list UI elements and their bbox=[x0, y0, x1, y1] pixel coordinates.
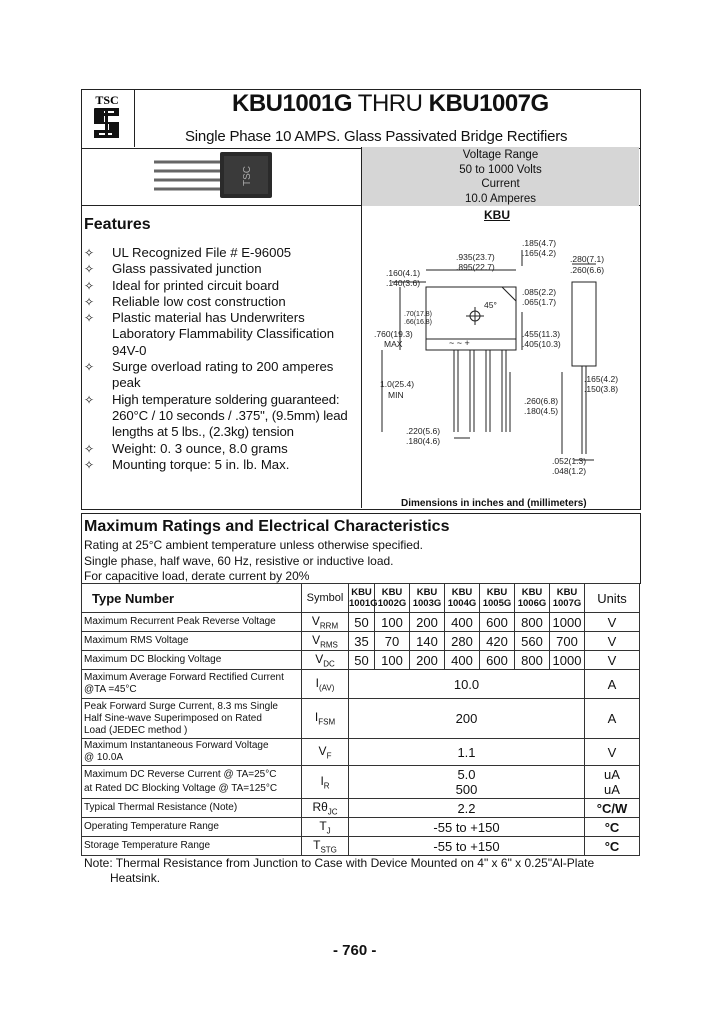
dim-label: .160(4.1) bbox=[386, 268, 421, 278]
feature-item: ✧ Surge overload rating to 200 amperes peak bbox=[84, 359, 334, 391]
dim-label: .048(1.2) bbox=[552, 466, 587, 476]
table-note-cont: Heatsink. bbox=[110, 871, 161, 885]
page-subtitle: Single Phase 10 AMPS. Glass Passivated Bridge Rectifiers bbox=[185, 128, 568, 145]
logo-divider bbox=[134, 89, 135, 147]
header-part: KBU 1005G bbox=[480, 584, 515, 613]
lead-marks: ~ ~ + bbox=[449, 338, 470, 348]
dim-label: .760(19.3) bbox=[374, 329, 413, 339]
dim-label: .065(1.7) bbox=[522, 297, 557, 307]
page-number: - 760 - bbox=[333, 942, 377, 959]
feature-item: ✧ Reliable low cost construction bbox=[84, 293, 286, 309]
table-row: Maximum RMS Voltage $V_{RMS}$ 35 70 140 280 420 560 700 V bbox=[82, 632, 640, 651]
voltage-range-box bbox=[362, 147, 639, 206]
title-thru: THRU bbox=[352, 90, 429, 117]
header-part: KBU 1006G bbox=[515, 584, 550, 613]
star-icon: ✧ bbox=[84, 246, 95, 260]
dim-label: .180(4.5) bbox=[524, 406, 559, 416]
feature-item: ✧ Ideal for printed circuit board bbox=[84, 277, 280, 293]
feature-item: ✧ Glass passivated junction bbox=[84, 261, 262, 277]
header-part: KBU 1007G bbox=[550, 584, 585, 613]
table-row: Maximum Recurrent Peak Reverse Voltage $V_{RRM}$ 50 100 200 400 600 800 1000 V bbox=[82, 613, 640, 632]
star-icon: ✧ bbox=[84, 457, 95, 472]
features-title: Features bbox=[84, 216, 151, 233]
header-symbol: Symbol bbox=[302, 584, 349, 613]
star-icon: ✧ bbox=[84, 360, 95, 375]
ratings-note-line: For capacitive load, derate current by 20% bbox=[84, 569, 310, 583]
ratings-table bbox=[81, 583, 640, 856]
header-part: KBU 1002G bbox=[375, 584, 410, 613]
dim-label: .455(11.3) bbox=[522, 329, 561, 339]
dim-label: .260(6.6) bbox=[570, 265, 605, 275]
dim-label: 45° bbox=[484, 300, 497, 310]
dim-label: .150(3.8) bbox=[584, 384, 619, 394]
star-icon: ✧ bbox=[84, 392, 94, 407]
feature-item: ✧ High temperature soldering guaranteed: 260°C / 10 seconds / .375", (9.5mm) lead lengths at 5 lbs., (2.3kg) tension bbox=[84, 391, 348, 440]
dim-label: .165(4.2) bbox=[584, 374, 619, 384]
star-icon: ✧ bbox=[84, 441, 95, 456]
current-value: 10.0 Amperes bbox=[465, 192, 536, 205]
feature-item: ✧ Weight: 0. 3 ounce, 8.0 grams bbox=[84, 440, 288, 456]
dim-label: .180(4.6) bbox=[406, 436, 441, 446]
dim-label: .70(17.8) bbox=[404, 311, 433, 318]
star-icon: ✧ bbox=[84, 294, 95, 309]
feature-item: ✧ Plastic material has Underwriters Laboratory Flammability Classification 94V-0 bbox=[84, 310, 335, 358]
package-photo bbox=[150, 152, 280, 198]
dim-label: .66(16.8) bbox=[404, 319, 433, 326]
table-row: Maximum DC Blocking Voltage $V_{DC}$ 50 100 200 400 600 800 1000 V bbox=[82, 651, 640, 670]
feature-item: ✧ UL Recognized File # E-96005 bbox=[84, 245, 292, 260]
logo-text: TSC bbox=[95, 93, 119, 107]
star-icon: ✧ bbox=[84, 262, 95, 277]
package-label: KBU bbox=[484, 208, 510, 222]
dim-label: .280(7.1) bbox=[570, 254, 605, 264]
dim-label: MAX bbox=[384, 339, 403, 349]
table-row: Maximum Average Forward Rectified Current @TA =45°C $I_{(AV)}$ 10.0 A bbox=[82, 670, 640, 699]
dimensions-note: Dimensions in inches and (millimeters) bbox=[401, 498, 587, 509]
table-row: Storage Temperature Range $T_{STG}$ -55 to +150 °C bbox=[82, 837, 640, 856]
star-icon: ✧ bbox=[84, 311, 95, 326]
table-row: Operating Temperature Range $T_J$ -55 to +150 °C bbox=[82, 818, 640, 837]
dim-label: .185(4.7) bbox=[522, 238, 557, 248]
page-title bbox=[232, 90, 549, 118]
title-part1: KBU1001G bbox=[232, 90, 353, 117]
tsc-logo bbox=[82, 92, 132, 144]
ratings-title: Maximum Ratings and Electrical Characteristics bbox=[84, 518, 450, 535]
dim-label: .140(3.6) bbox=[386, 278, 421, 288]
table-row: Typical Thermal Resistance (Note) $R\theta_{JC}$ 2.2 °C/W bbox=[82, 799, 640, 818]
current-label: Current bbox=[481, 178, 520, 190]
table-row: Maximum DC Reverse Current @ TA=25°C at Rated DC Blocking Voltage @ TA=125°C $I_R$ 5.0 500 uA uA bbox=[82, 766, 640, 799]
dim-label: .220(5.6) bbox=[406, 426, 441, 436]
header-type-number: Type Number bbox=[82, 584, 302, 613]
dim-label: .260(6.8) bbox=[524, 396, 559, 406]
dim-label: .052(1.3) bbox=[552, 456, 587, 466]
features-list bbox=[84, 245, 359, 473]
dim-label: .935(23.7) bbox=[456, 252, 495, 262]
dim-label: 1.0(25.4) bbox=[380, 379, 415, 389]
dim-label: MIN bbox=[388, 390, 404, 400]
table-row: Peak Forward Surge Current, 8.3 ms Single Half Sine-wave Superimposed on Rated Load (JEDEC method ) $I_{FSM}$ 200 A bbox=[82, 699, 640, 739]
table-note: Note: Thermal Resistance from Junction to Case with Device Mounted on 4" x 6" x 0.25"Al-Plate bbox=[84, 856, 595, 870]
dim-label: .165(4.2) bbox=[522, 248, 557, 258]
svg-text:TSC: TSC bbox=[242, 166, 253, 186]
table-row: Maximum Instantaneous Forward Voltage @ 10.0A $V_F$ 1.1 V bbox=[82, 739, 640, 766]
voltage-range-label: Voltage Range bbox=[462, 149, 539, 161]
dim-label: .895(22.7) bbox=[456, 262, 495, 272]
header-part: KBU 1001G bbox=[349, 584, 375, 613]
feature-item: ✧ Mounting torque: 5 in. lb. Max. bbox=[84, 456, 290, 472]
header-part: KBU 1003G bbox=[410, 584, 445, 613]
table-header-row bbox=[82, 584, 640, 613]
star-icon: ✧ bbox=[84, 278, 95, 293]
ratings-note-line: Single phase, half wave, 60 Hz, resistive or inductive load. bbox=[84, 554, 394, 568]
voltage-range-value: 50 to 1000 Volts bbox=[459, 163, 542, 176]
dim-label: .085(2.2) bbox=[522, 287, 557, 297]
dim-label: .405(10.3) bbox=[522, 339, 561, 349]
title-part2: KBU1007G bbox=[428, 90, 549, 117]
dimension-drawing bbox=[362, 222, 639, 487]
header-part: KBU 1004G bbox=[445, 584, 480, 613]
header-units: Units bbox=[585, 584, 640, 613]
ratings-note-line: Rating at 25°C ambient temperature unless otherwise specified. bbox=[84, 538, 423, 552]
